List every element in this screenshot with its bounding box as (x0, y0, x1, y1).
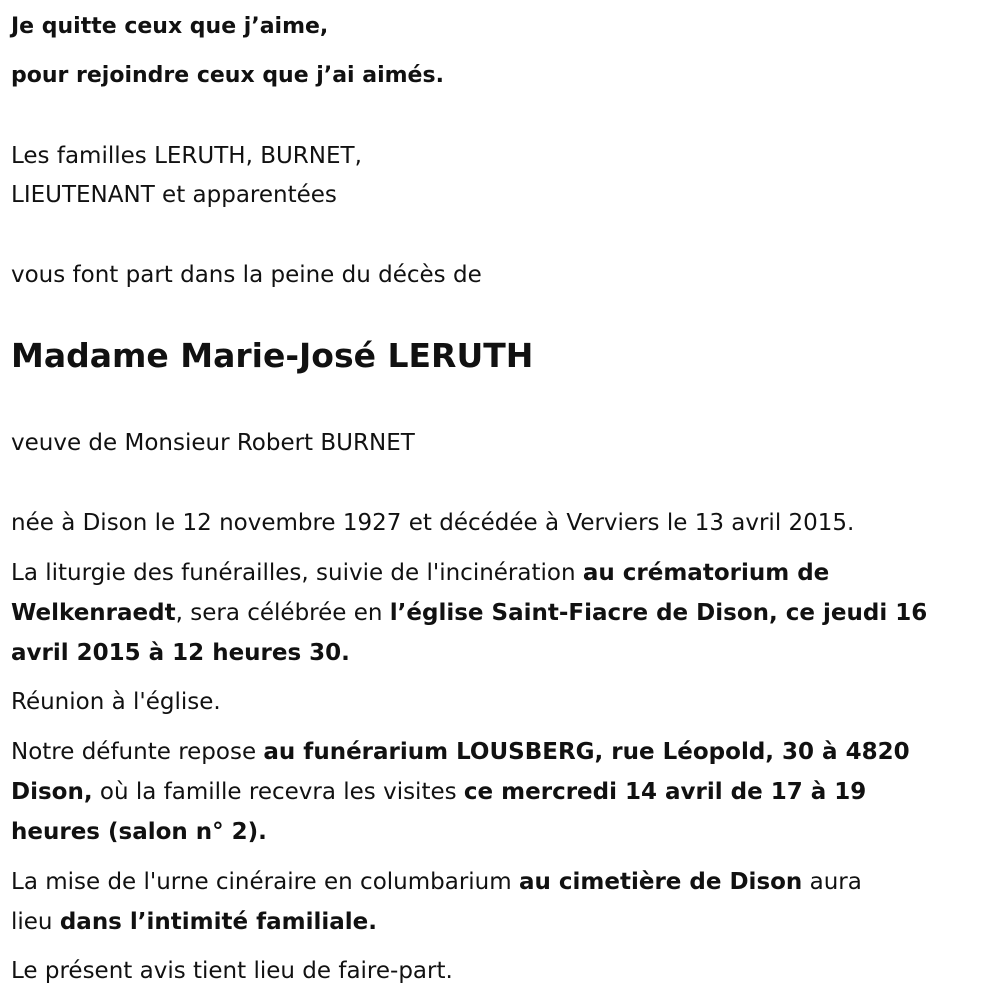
liturgy-line-1 (11, 558, 829, 588)
repose-visit-hours: heures (salon n° 2). (11, 819, 267, 845)
repose-text-2: où la famille recevra les visites (92, 779, 464, 805)
liturgy-line-2 (11, 598, 927, 628)
repose-city: Dison, (11, 779, 93, 805)
liturgy-date: avril 2015 à 12 heures 30. (11, 640, 350, 666)
repose-text: Notre défunte repose (11, 739, 264, 765)
repose-funerarium: au funérarium LOUSBERG, rue Léopold, 30 à 4820 (263, 739, 910, 765)
families-line-1: Les familles LERUTH, BURNET, (11, 143, 362, 169)
urn-text-2: aura (802, 869, 862, 895)
closing-text: Le présent avis tient lieu de faire-part. (11, 958, 453, 984)
urn-cemetery: au cimetière de Dison (518, 869, 803, 895)
urn-privacy: dans l’intimité familiale. (59, 909, 377, 935)
urn-line-1 (11, 867, 862, 897)
birth-death-text: née à Dison le 12 novembre 1927 et décédée à Verviers le 13 avril 2015. (11, 510, 855, 536)
widow-of-text: veuve de Monsieur Robert BURNET (11, 430, 415, 456)
announcement-text: vous font part dans la peine du décès de (11, 262, 482, 288)
reunion-text: Réunion à l'église. (11, 689, 221, 715)
urn-text: La mise de l'urne cinéraire en columbarium (11, 869, 519, 895)
liturgy-church: l’église Saint-Fiacre de Dison, ce jeudi 16 (389, 600, 928, 626)
families-line-2: LIEUTENANT et apparentées (11, 182, 337, 208)
deceased-name: Madame Marie-José LERUTH (11, 336, 534, 375)
urn-line-2 (11, 907, 377, 937)
repose-line-2 (11, 777, 866, 807)
liturgy-crematorium-place: Welkenraedt (11, 600, 176, 626)
quote-line-2: pour rejoindre ceux que j’ai aimés. (11, 63, 444, 88)
quote-line-1: Je quitte ceux que j’aime, (11, 14, 329, 39)
urn-text-3: lieu (11, 909, 60, 935)
liturgy-crematorium: au crématorium de (582, 560, 830, 586)
liturgy-text: La liturgie des funérailles, suivie de l'incinération (11, 560, 583, 586)
repose-line-1 (11, 737, 910, 767)
repose-visit-time: ce mercredi 14 avril de 17 à 19 (463, 779, 867, 805)
liturgy-text-2: , sera célébrée en (175, 600, 390, 626)
